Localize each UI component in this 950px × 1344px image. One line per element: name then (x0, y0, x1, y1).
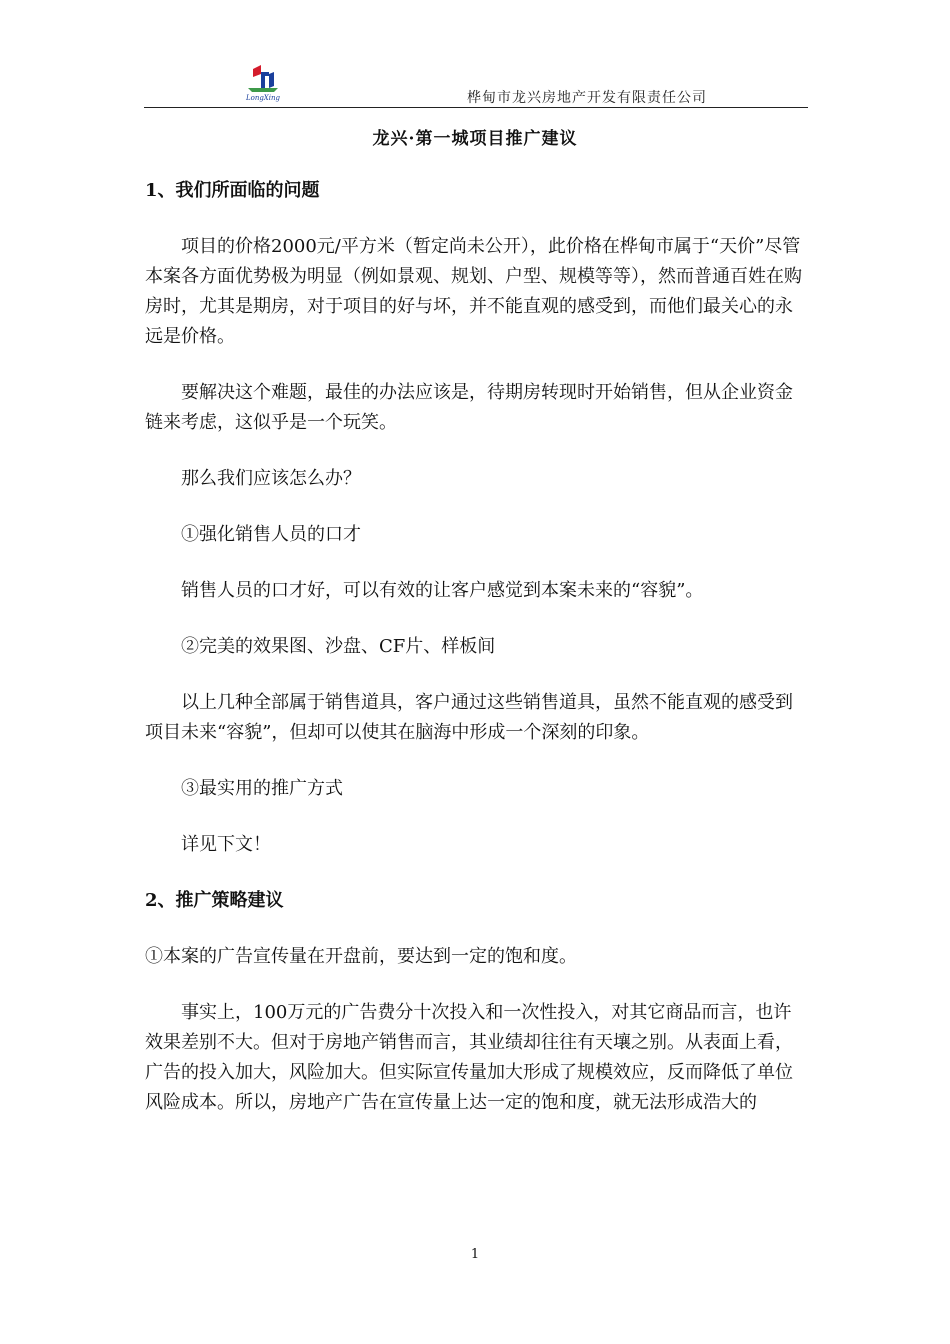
list-item: ③最实用的推广方式 (181, 778, 343, 799)
header-divider (144, 107, 808, 108)
paragraph: 项目的价格2000元/平方米（暂定尚未公开），此价格在桦甸市属于“天价”尽管本案各方面优势极为明显（例如景观、规划、户型、规模等等），然而普通百姓在购房时，尤其是期房，对于项目的好与坏，并不能直观的感受到，而他们最关心的永远是价格。 (145, 236, 802, 347)
paragraph: 以上几种全部属于销售道具，客户通过这些销售道具，虽然不能直观的感受到项目未来“容貌”，但却可以使其在脑海中形成一个深刻的印象。 (145, 692, 793, 743)
paragraph: 那么我们应该怎么办？ (181, 468, 361, 489)
paragraph: 详见下文！ (181, 834, 271, 855)
svg-text:LongXing: LongXing (245, 94, 281, 102)
paragraph: 销售人员的口才好，可以有效的让客户感觉到本案未来的“容貌”。 (181, 580, 704, 601)
list-item: ②完美的效果图、沙盘、CF片、样板间 (181, 636, 496, 657)
document-title: 龙兴·第一城项目推广建议 (372, 129, 578, 149)
list-item: ①本案的广告宣传量在开盘前，要达到一定的饱和度。 (145, 946, 577, 967)
paragraph: 要解决这个难题，最佳的办法应该是，待期房转现时开始销售，但从企业资金链来考虑，这似乎是一个玩笑。 (145, 382, 793, 433)
document-body (145, 176, 808, 1144)
company-logo (240, 62, 286, 104)
section-heading: 1、我们所面临的问题 (145, 180, 320, 201)
section-heading: 2、推广策略建议 (145, 890, 284, 911)
list-item: ①强化销售人员的口才 (181, 524, 361, 545)
paragraph: 事实上，100万元的广告费分十次投入和一次性投入，对其它商品而言，也许效果差别不大。但对于房地产销售而言，其业绩却往往有天壤之别。从表面上看，广告的投入加大，风险加大。但实际宣传量加大形成了规模效应，反而降低了单位风险成本。所以，房地产广告在宣传量上达一定的饱和度，就无法形成浩大的 (145, 1002, 793, 1113)
house-logo-icon (240, 62, 286, 104)
company-name: 桦甸市龙兴房地产开发有限责任公司 (467, 90, 707, 106)
page-number: 1 (470, 1247, 480, 1262)
